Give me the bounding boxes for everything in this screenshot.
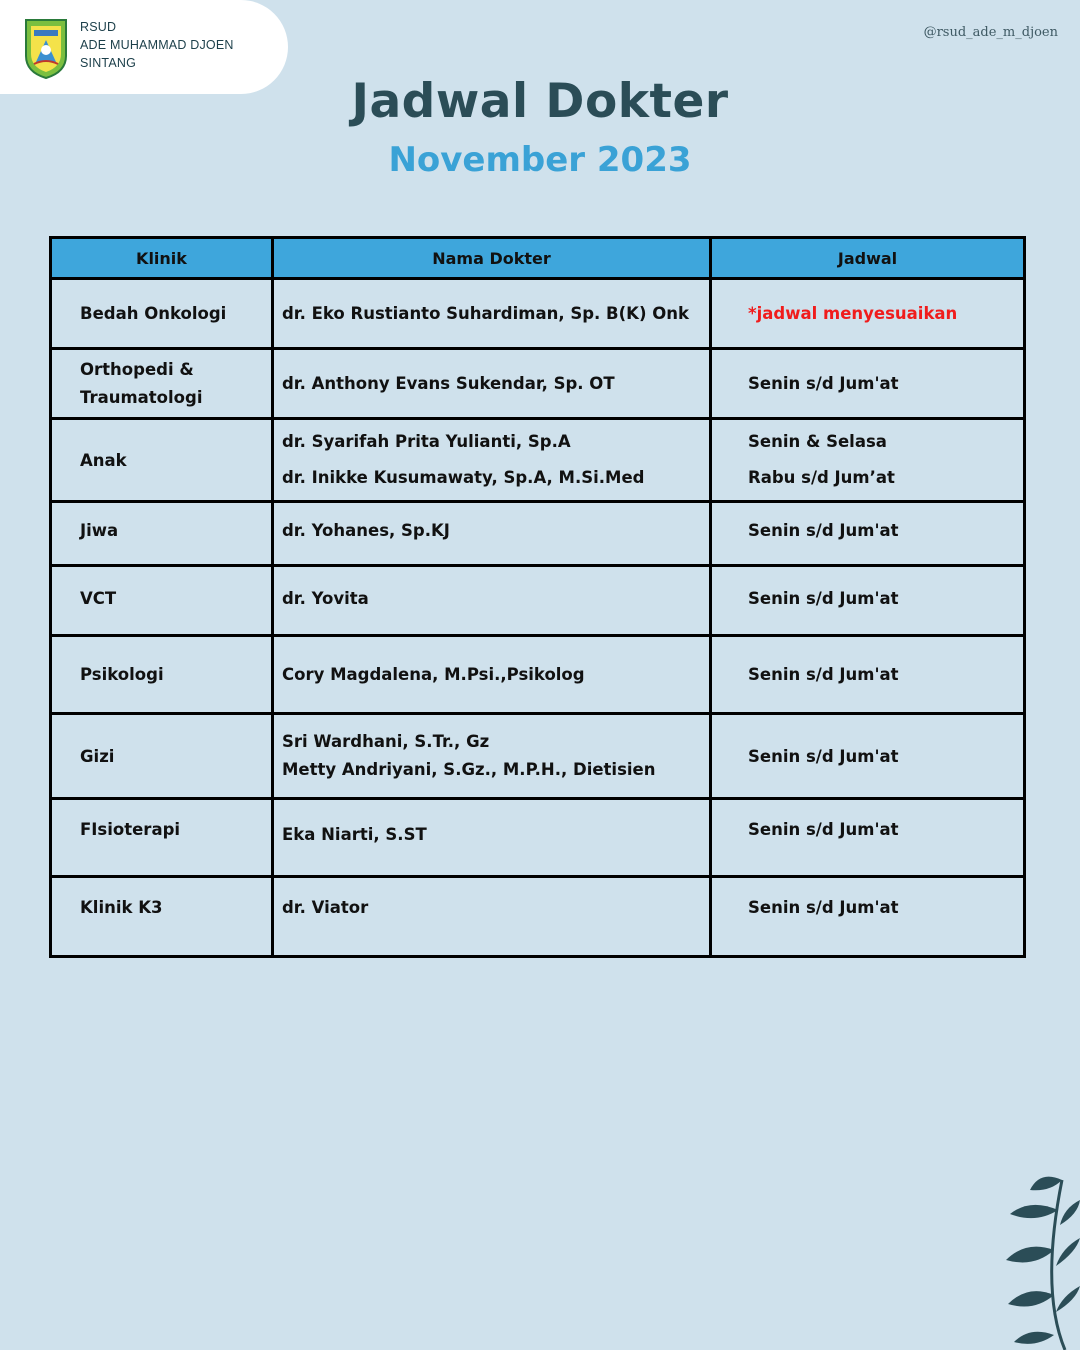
schedule-days: Senin s/d Jum'at bbox=[748, 374, 899, 393]
hospital-name-line: SINTANG bbox=[80, 56, 137, 70]
jadwal-cell bbox=[711, 566, 1025, 636]
schedule-days: Senin s/d Jum'at bbox=[748, 589, 899, 608]
schedule-note: *jadwal menyesuaikan bbox=[748, 304, 958, 323]
table-row bbox=[51, 419, 1025, 502]
table-row bbox=[51, 566, 1025, 636]
klinik-cell bbox=[51, 502, 273, 566]
doctor-name: dr. Yohanes, Sp.KJ bbox=[282, 521, 450, 540]
klinik-cell bbox=[51, 279, 273, 349]
klinik-cell bbox=[51, 566, 273, 636]
klinik-cell bbox=[51, 419, 273, 502]
doctor-name: Eka Niarti, S.ST bbox=[282, 825, 427, 844]
jadwal-cell bbox=[711, 799, 1025, 877]
klinik-name: FIsioterapi bbox=[80, 820, 181, 839]
dokter-cell bbox=[273, 279, 711, 349]
dokter-cell bbox=[273, 566, 711, 636]
table-row bbox=[51, 502, 1025, 566]
column-header-klinik: Klinik bbox=[51, 238, 273, 279]
table-row bbox=[51, 279, 1025, 349]
schedule-days: Senin s/d Jum'at bbox=[748, 521, 899, 540]
klinik-name: Jiwa bbox=[80, 521, 119, 540]
doctor-name: dr. Eko Rustianto Suhardiman, Sp. B(K) Onk bbox=[282, 304, 689, 323]
leaf-decoration-icon bbox=[970, 1170, 1080, 1350]
table-row bbox=[51, 799, 1025, 877]
jadwal-cell bbox=[711, 502, 1025, 566]
dokter-cell bbox=[273, 877, 711, 957]
doctor-name: Sri Wardhani, S.Tr., Gz bbox=[282, 732, 490, 751]
dokter-cell bbox=[273, 799, 711, 877]
klinik-cell bbox=[51, 714, 273, 799]
schedule-days: Senin s/d Jum'at bbox=[748, 820, 899, 839]
klinik-name: Traumatologi bbox=[80, 387, 203, 407]
hospital-logo-icon bbox=[22, 16, 70, 80]
doctor-name: Metty Andriyani, S.Gz., M.P.H., Dietisien bbox=[282, 760, 656, 779]
hospital-name bbox=[80, 18, 234, 72]
column-header-nama-dokter: Nama Dokter bbox=[273, 238, 711, 279]
jadwal-cell bbox=[711, 279, 1025, 349]
klinik-name: Anak bbox=[80, 450, 127, 470]
dokter-cell bbox=[273, 502, 711, 566]
table-row bbox=[51, 714, 1025, 799]
doctor-name: dr. Syarifah Prita Yulianti, Sp.A bbox=[282, 432, 571, 451]
schedule-days: Rabu s/d Jum’at bbox=[748, 468, 895, 487]
klinik-name: Bedah Onkologi bbox=[80, 304, 227, 323]
klinik-cell bbox=[51, 636, 273, 714]
page-title: Jadwal Dokter bbox=[351, 74, 729, 129]
klinik-name: Psikologi bbox=[80, 665, 164, 684]
klinik-name: Klinik K3 bbox=[80, 898, 163, 917]
social-handle: @rsud_ade_m_djoen bbox=[923, 25, 1058, 40]
doctor-name: dr. Inikke Kusumawaty, Sp.A, M.Si.Med bbox=[282, 468, 645, 487]
column-header-jadwal: Jadwal bbox=[711, 238, 1025, 279]
doctor-name: dr. Anthony Evans Sukendar, Sp. OT bbox=[282, 374, 615, 393]
schedule-days: Senin & Selasa bbox=[748, 432, 887, 451]
klinik-cell bbox=[51, 799, 273, 877]
jadwal-cell bbox=[711, 714, 1025, 799]
doctor-name: dr. Yovita bbox=[282, 589, 369, 608]
klinik-name: VCT bbox=[80, 589, 117, 608]
jadwal-cell bbox=[711, 419, 1025, 502]
doctor-name: dr. Viator bbox=[282, 898, 369, 917]
jadwal-cell bbox=[711, 636, 1025, 714]
schedule-days: Senin s/d Jum'at bbox=[748, 665, 899, 684]
table-row bbox=[51, 349, 1025, 419]
hospital-name-line: ADE MUHAMMAD DJOEN bbox=[80, 38, 234, 52]
schedule-table bbox=[49, 236, 1026, 958]
page-subtitle: November 2023 bbox=[388, 140, 692, 180]
table-row bbox=[51, 877, 1025, 957]
doctor-name: Cory Magdalena, M.Psi.,Psikolog bbox=[282, 665, 585, 684]
dokter-cell bbox=[273, 349, 711, 419]
jadwal-cell bbox=[711, 877, 1025, 957]
dokter-cell bbox=[273, 714, 711, 799]
hospital-name-line: RSUD bbox=[80, 20, 117, 34]
schedule-days: Senin s/d Jum'at bbox=[748, 746, 899, 766]
schedule-days: Senin s/d Jum'at bbox=[748, 898, 899, 917]
klinik-name: Orthopedi & bbox=[80, 359, 194, 379]
klinik-cell bbox=[51, 349, 273, 419]
dokter-cell bbox=[273, 636, 711, 714]
klinik-cell bbox=[51, 877, 273, 957]
dokter-cell bbox=[273, 419, 711, 502]
klinik-name: Gizi bbox=[80, 746, 115, 766]
jadwal-cell bbox=[711, 349, 1025, 419]
table-header-row bbox=[51, 238, 1025, 279]
table-row bbox=[51, 636, 1025, 714]
